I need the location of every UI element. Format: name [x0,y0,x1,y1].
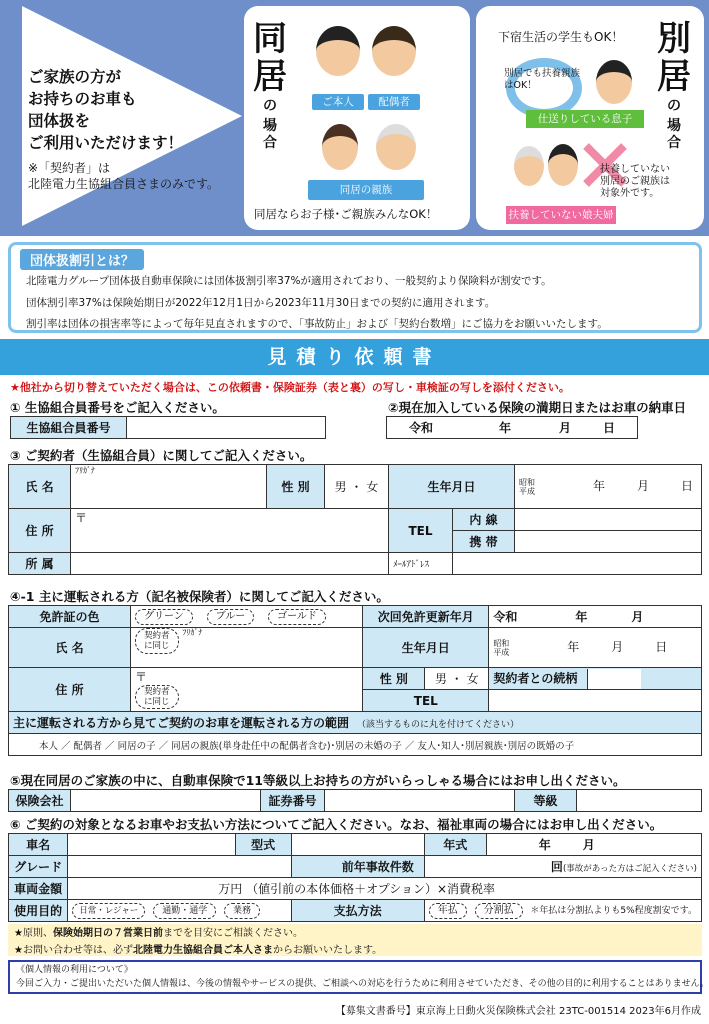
car-price-label: 車両金額 [9,878,68,900]
naisen-label: 内 線 [453,509,515,531]
keitai-label: 携 帯 [453,531,515,553]
discount-info-title: 団体扱割引とは？ [20,249,144,270]
license-green-option[interactable]: グリーン [135,609,193,625]
dokyo-caption: 同居ならお子様･ご親族みんなOK！ [254,207,438,221]
son-illustration-icon [596,60,632,104]
payment-annual-option[interactable]: 年払 [429,903,467,919]
hero-note: ※「契約者」は 北陸電力生協組合員さまのみです。 [28,161,220,191]
purpose-business-option[interactable]: 業務 [224,903,260,919]
section-5-heading: ⑤現在同居のご家族の中に、自動車保険で11等級以上お持ちの方がいらっしゃる場合にはお申し出ください。 [10,773,626,788]
contractor-dob-label: 生年月日 [389,465,515,509]
contractor-name-label: 氏 名 [9,465,71,509]
section-3-heading: ③ ご契約者（生協組合員）に関してご記入ください。 [10,448,313,463]
license-gold-option[interactable]: ゴールド [268,609,326,625]
shozoku-field[interactable] [71,553,389,575]
hero-lead: ご家族の方が お持ちのお車も 団体扱を ご利用いただけます！ [28,68,184,152]
driver-range-label: 主に運転される方から見てご契約のお車を運転される方の範囲 （該当するものに丸を付けてください） [9,712,702,734]
car-grade-field[interactable] [68,856,291,878]
license-blue-option[interactable]: ブルー [207,609,255,625]
grade-label: 等級 [515,790,577,812]
contractor-dob-field[interactable]: 昭和 平成 年 月 日 [515,465,702,509]
contractor-address-field[interactable]: 〒 [71,509,389,553]
purpose-daily-option[interactable]: 日常・レジャー [72,903,145,919]
bride-illustration-icon [514,146,544,186]
license-renew-field[interactable]: 令和 年 月 [489,606,702,628]
tag-musume: 扶養していない娘夫婦 [506,206,616,224]
privacy-box [8,960,709,994]
driver-address-label: 住 所 [9,668,131,712]
driver-sex-field[interactable]: 男 ・ 女 [425,668,489,690]
driver-address-same-option[interactable]: 契約者 に同じ [135,685,179,709]
form-title: 見積り依頼書 [0,339,709,375]
bekkyo-top: 下宿生活の学生もOK！ [498,30,624,44]
bekkyo-no: の [667,98,681,114]
bekkyo-baai: 場合 [667,118,681,151]
purpose-label: 使用目的 [9,900,68,922]
driver-tel-label: TEL [363,690,489,712]
contractor-address-label: 住 所 [9,509,71,553]
policy-number-field[interactable] [325,790,515,812]
contractor-sex-field[interactable]: 男 ・ 女 [325,465,389,509]
bekkyo-ok-note: 別居でも扶養親族 はOK！ [504,68,581,91]
section-1-heading: ① 生協組合員番号をご記入ください。 [10,400,225,415]
red-note: ★他社から切り替えていただく場合は、この依頼書・保険証券（表と裏）の写し・車検証の写しを添付ください。 [10,381,570,394]
info-line-1: 北陸電力グループ団体扱自動車保険には団体扱割引率37%が適用されており、一般契約より保険料が割安です。 [26,275,552,287]
section-4-heading: ④-1 主に運転される方（記名被保険者）に関してご記入ください。 [10,589,389,604]
car-grade-label: グレード [9,856,68,878]
child-illustration-icon [322,124,358,170]
relation-field[interactable] [587,669,641,689]
accident-count-field[interactable]: 回(事故があった方はご記入ください) [424,856,701,878]
driver-tel-field[interactable] [489,690,702,712]
section-6-heading: ⑥ ご契約の対象となるお車やお支払い方法についてご記入ください。なお、福祉車両の場合にはお申し出ください。 [10,817,663,832]
tag-honnin: ご本人 [312,94,364,110]
woman-illustration-icon [372,26,416,76]
car-model-field[interactable] [291,834,424,856]
tag-haiguusha: 配偶者 [368,94,420,110]
tag-dokyo-shinzoku: 同居の親族 [308,180,424,200]
notice-box [8,924,702,956]
insurance-company-field[interactable] [71,790,261,812]
payment-options [424,900,701,922]
driver-name-label: 氏 名 [9,628,131,668]
driver-sex-label: 性 別 [363,668,425,690]
payment-note: ＊年払は分割払よりも5%程度割安です。 [530,906,697,916]
insurance-company-label: 保険会社 [9,790,71,812]
info-line-3: 割引率は団体の損害率等によって毎年見直されますので、「事故防止」および「契約台数増」にご協力をお願いいたします。 [26,318,608,330]
payment-label: 支払方法 [291,900,424,922]
dokyo-panel [244,6,470,230]
privacy-title: 《個人情報の利用について》 [16,965,133,975]
notice-line-1: ★原則、保険始期日の７営業日前までを目安にご相談ください。 [14,928,303,939]
relation-label: 契約者との続柄 [489,668,702,690]
info-line-2: 団体割引率37%は保険始期日が2022年12月1日から2023年11月30日までの契約に適用されます。 [26,297,496,309]
purpose-commute-option[interactable]: 通勤・通学 [153,903,216,919]
accident-count-label: 前年事故件数 [291,856,424,878]
maturity-date-field[interactable]: 令和 年 月 日 [387,417,638,439]
footer-doc-number: 【募集文書番号】東京海上日動火災保険株式会社 23TC-001514 2023年6月作成 [335,1006,701,1017]
hero-banner [0,0,709,236]
dokyo-baai: 場合 [263,118,277,151]
car-year-field[interactable]: 年 月 [486,834,701,856]
bekkyo-ng-note: 扶養していない 別居のご親族は 対象外です。 [600,164,670,199]
payment-installment-option[interactable]: 分割払 [475,903,523,919]
contractor-name-field[interactable]: ﾌﾘｶﾞﾅ [71,465,267,509]
shozoku-label: 所 属 [9,553,71,575]
privacy-text: 今回ご入力・ご提出いただいた個人情報は、今後の情報やサービスの提供、ご相談への対応を行うために利用させていただき、その他の目的に利用することはありません。 [16,979,709,989]
grade-field[interactable] [577,790,702,812]
dokyo-kanji: 同居 [253,19,287,97]
driver-dob-label: 生年月日 [363,628,489,668]
mail-label: ﾒｰﾙｱﾄﾞﾚｽ [389,553,453,575]
notice-line-2: ★お問い合わせ等は、必ず北陸電力生協組合員ご本人さまからお願いいたします。 [14,945,383,956]
car-year-label: 年式 [424,834,486,856]
policy-number-label: 証券番号 [261,790,325,812]
dokyo-no: の [263,98,277,114]
driver-name-field[interactable]: 契約者 に同じ $^{ﾌﾘｶﾞﾅ}$ [131,628,363,668]
member-number-label: 生協組合員番号 [11,417,127,439]
driver-range-options[interactable]: 本人 ／ 配偶者 ／ 同居の子 ／ 同居の親族(単身赴任中の配偶者含む)･別居の未婚の子 ／ 友人･知人･別居親族･別居の既婚の子 [9,734,702,756]
purpose-options [68,900,291,922]
elder-illustration-icon [376,124,416,170]
groom-illustration-icon [548,144,578,186]
tag-son: 仕送りしている息子 [526,110,644,128]
section-2-heading: ②現在加入している保険の満期日またはお車の納車日 [388,400,687,415]
driver-address-field[interactable]: 〒 契約者 に同じ [131,668,363,712]
license-color-options [131,606,363,628]
man-illustration-icon [316,26,360,76]
license-color-label: 免許証の色 [9,606,131,628]
keitai-field[interactable] [515,531,702,553]
mail-field[interactable] [453,553,702,575]
member-number-field[interactable] [127,417,326,439]
naisen-field[interactable] [515,509,702,531]
driver-dob-field[interactable]: 昭和 平成 年 月 日 [489,628,702,668]
car-model-label: 型式 [235,834,291,856]
contractor-sex-label: 性 別 [267,465,325,509]
bekkyo-panel [476,6,704,230]
car-price-field[interactable]: 万円 （値引前の本体価格＋オプション）×消費税率 [68,878,702,900]
bekkyo-kanji: 別居 [657,19,691,97]
contractor-tel-label: TEL [389,509,453,553]
driver-name-same-option[interactable]: 契約者 に同じ [135,628,179,654]
license-renew-label: 次回免許更新年月 [363,606,489,628]
car-name-field[interactable] [68,834,235,856]
car-name-label: 車名 [9,834,68,856]
